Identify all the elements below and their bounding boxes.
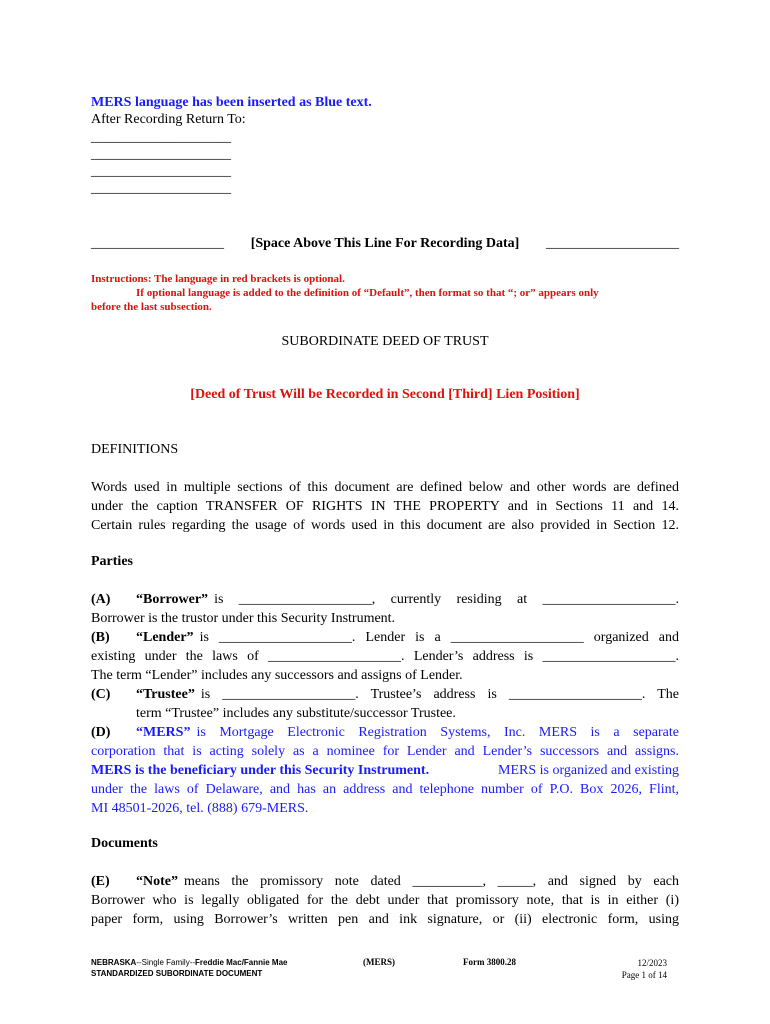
instructions-line3: before the last subsection. [91,301,212,313]
return-line: ____________________ [91,164,231,179]
footer-doc-type: STANDARDIZED SUBORDINATE DOCUMENT [91,969,263,978]
document-label: (E) [91,874,110,889]
footer-agencies: Freddie Mac/Fannie Mae [195,958,288,967]
party-text: term “Trustee” includes any substitute/successor Trustee. [136,706,456,721]
footer-right [600,957,667,981]
document-term: “Note” [136,874,178,889]
document-text: means the promissory note dated __________, _____, and signed by each [184,874,679,889]
party-text: Borrower is the trustor under this Security Instrument. [91,611,396,626]
return-line: ____________________ [91,181,231,196]
party-mers-first-line [91,723,679,742]
party-mers-beneficiary-line [91,761,679,780]
return-to-label: After Recording Return To: [91,112,246,127]
instructions-line1: Instructions: The language in red brackets is optional. [91,273,345,285]
mers-note: MERS language has been inserted as Blue text. [91,95,372,110]
party-label: (C) [91,687,111,702]
footer-state-line [91,958,287,967]
instructions-line2: If optional language is added to the definition of “Default”, then format so that “; or” appears only [136,287,599,299]
party-term: “MERS” [136,725,191,740]
mers-beneficiary-statement: MERS is the beneficiary under this Security Instrument. [91,763,430,778]
parties-heading: Parties [91,554,133,569]
footer-family: --Single Family-- [136,958,196,967]
party-text: The term “Lender” includes any successors and assigns of Lender. [91,668,463,683]
party-label: (A) [91,592,111,607]
party-label: (B) [91,630,110,645]
recording-space-text: [Space Above This Line For Recording Data] [250,236,520,251]
party-text: is Mortgage Electronic Registration Systems, Inc. MERS is a separate [196,725,679,740]
document-text: paper form, using Borrower’s written pen and ink signature, or (ii) electronic form, using [91,912,679,927]
return-line: ____________________ [91,130,231,145]
party-text: MERS is organized and existing [498,763,679,778]
party-text: MI 48501-2026, tel. (888) 679-MERS. [91,801,309,816]
return-line: ____________________ [91,147,231,162]
party-text: is ___________________, currently residing at ___________________. [214,592,679,607]
lien-position: [Deed of Trust Will be Recorded in Second [Third] Lien Position] [190,387,580,402]
recording-space-line [91,236,679,252]
return-address-lines [91,129,231,197]
party-text: is ___________________. Trustee’s address is ___________________. The [200,687,679,702]
party-term: “Trustee” [136,687,195,702]
party-term: “Lender” [136,630,194,645]
definitions-intro-line: under the caption TRANSFER OF RIGHTS IN THE PROPERTY and in Sections 11 and 14. [91,499,679,514]
footer-form-number: Form 3800.28 [463,957,516,967]
party-term: “Borrower” [136,592,209,607]
recording-line-right: ___________________ [545,236,679,251]
party-lender-first-line [91,628,679,647]
party-label: (D) [91,725,111,740]
party-trustee-first-line [91,685,679,704]
footer-date: 12/2023 [637,958,667,968]
document-note [91,872,679,929]
documents-heading: Documents [91,836,158,851]
definitions-intro-line: Certain rules regarding the usage of words used in this document are also provided in Section 12. [91,518,679,533]
party-text: corporation that is acting solely as a nominee for Lender and Lender’s successors and assigns. [91,744,679,759]
party-text: is ___________________. Lender is a ___________________ organized and [199,630,679,645]
party-text: existing under the laws of ___________________. Lender’s address is ___________________. [91,649,679,664]
definitions-intro [91,478,679,535]
party-borrower [91,590,679,818]
document-text: Borrower who is legally obligated for the debt under that promissory note, that is in either (i) [91,893,679,908]
party-text: under the laws of Delaware, and has an address and telephone number of P.O. Box 2026, Flint, [91,782,679,797]
footer-left [91,958,287,978]
document-note-first-line [91,872,679,891]
recording-line-left: ___________________ [91,236,224,251]
definitions-intro-line: Words used in multiple sections of this document are defined below and other words are defined [91,480,679,495]
footer-page-number: Page 1 of 14 [621,970,667,980]
footer-mers: (MERS) [363,957,395,967]
footer-state: NEBRASKA [91,958,137,967]
document-title: SUBORDINATE DEED OF TRUST [281,334,489,349]
party-borrower-first-line [91,590,679,609]
definitions-heading: DEFINITIONS [91,442,179,457]
instructions [91,272,681,314]
